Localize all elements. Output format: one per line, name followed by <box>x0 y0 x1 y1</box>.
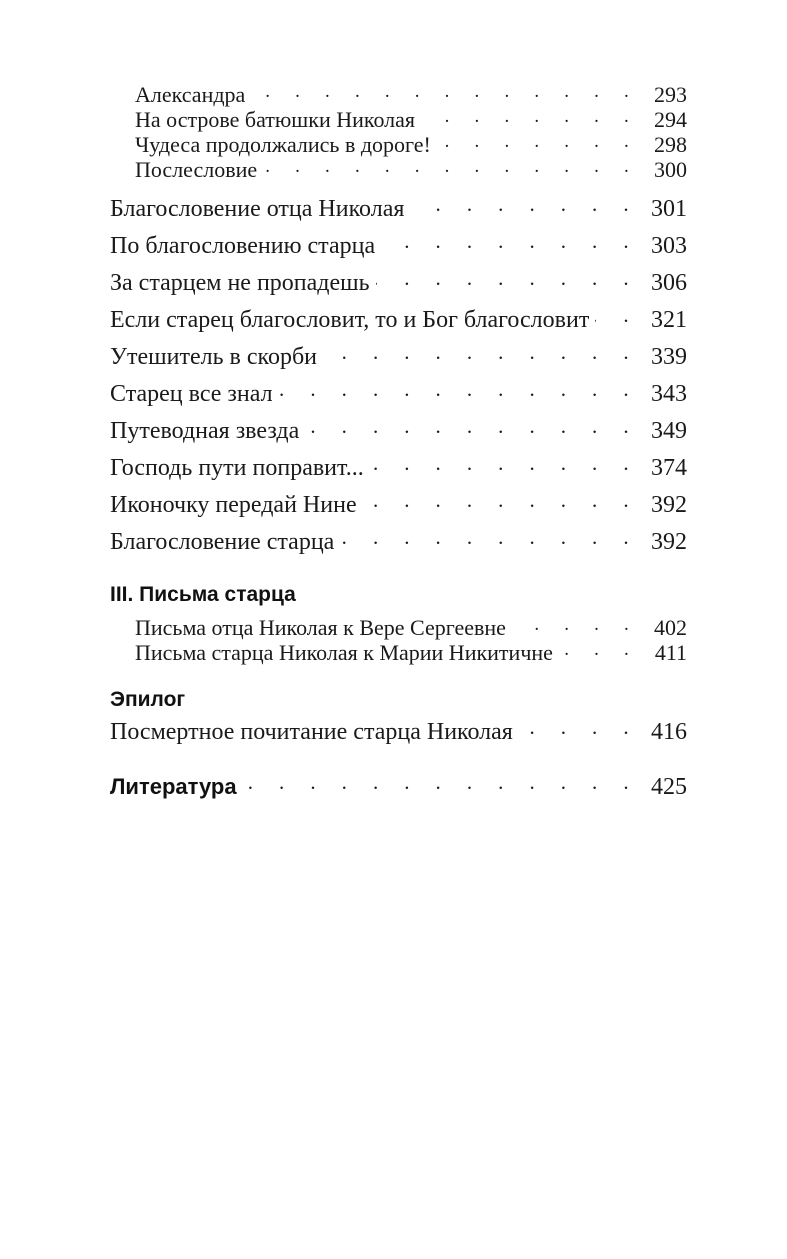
toc-entry-page: 411 <box>654 640 687 665</box>
toc-entry-page: 374 <box>651 455 687 481</box>
toc-section-epilogue <box>110 689 687 752</box>
toc-entry-title: Чудеса продолжались в дороге! <box>135 132 431 157</box>
toc-entry[interactable] <box>110 377 687 414</box>
toc-entry[interactable] <box>110 130 687 155</box>
toc-group-continued <box>110 80 687 180</box>
toc-entry-page: 303 <box>651 233 687 259</box>
dot-leader <box>239 770 639 794</box>
toc-entry-title: Если старец благословит, то и Бог благословит <box>110 307 590 333</box>
toc-entry-page: 301 <box>651 196 687 222</box>
dot-leader <box>519 715 639 739</box>
toc-entry-title: Утешитель в скорби <box>110 344 317 370</box>
toc-entry[interactable] <box>110 488 687 525</box>
toc-entry-page: 392 <box>651 529 687 555</box>
toc-entry-page: 402 <box>654 615 687 640</box>
toc-section-heading: Эпилог <box>110 688 186 711</box>
dot-leader <box>340 525 639 549</box>
toc-entry-title: Иконочку передай Нине <box>110 492 357 518</box>
toc-entry-page: 294 <box>654 107 687 132</box>
toc-entry[interactable] <box>110 613 687 638</box>
toc-entry[interactable] <box>110 451 687 488</box>
dot-leader <box>323 340 639 364</box>
dot-leader <box>437 130 639 152</box>
toc-entry-page: 425 <box>651 774 687 800</box>
toc-entry-title: Письма старца Николая к Марии Никитичне <box>135 640 553 665</box>
toc-entry-page: 339 <box>651 344 687 370</box>
toc-entry-page: 293 <box>654 82 687 107</box>
toc-entry[interactable] <box>110 105 687 130</box>
toc-entry[interactable] <box>110 303 687 340</box>
dot-leader <box>305 414 639 438</box>
dot-leader <box>363 488 639 512</box>
dot-leader <box>381 229 639 253</box>
dot-leader <box>410 192 639 216</box>
toc-entry-page: 300 <box>654 157 687 182</box>
toc-entry-title: Путеводная звезда <box>110 418 300 444</box>
toc-entry-page: 392 <box>651 492 687 518</box>
toc-entry-page: 349 <box>651 418 687 444</box>
spacer <box>110 752 687 770</box>
spacer <box>110 562 687 584</box>
dot-leader <box>421 105 639 127</box>
toc-entry-page: 306 <box>651 270 687 296</box>
toc-entry-page: 343 <box>651 381 687 407</box>
spacer <box>110 663 687 689</box>
dot-leader <box>595 303 639 327</box>
toc-entry-title: На острове батюшки Николая <box>135 107 416 132</box>
toc-entry-title: Старец все знал <box>110 381 273 407</box>
toc-entry-literature[interactable] <box>110 770 687 807</box>
toc-entry[interactable] <box>110 229 687 266</box>
toc-entry[interactable] <box>110 525 687 562</box>
toc-entry[interactable] <box>110 638 687 663</box>
toc-entry[interactable] <box>110 414 687 451</box>
toc-entry-title: Письма отца Николая к Вере Сергеевне <box>135 615 506 640</box>
toc-entry-title: Послесловие <box>135 157 258 182</box>
dot-leader <box>263 155 639 177</box>
toc-entry[interactable] <box>110 80 687 105</box>
toc-entry-title: Посмертное почитание старца Николая <box>110 719 513 745</box>
dot-leader <box>559 638 639 660</box>
toc-section-heading: III. Письма старца <box>110 583 296 606</box>
toc-entry[interactable] <box>110 715 687 752</box>
toc-entry-title: Благословение старца <box>110 529 335 555</box>
toc-entry[interactable] <box>110 155 687 180</box>
toc-entry-title: Благословение отца Николая <box>110 196 405 222</box>
table-of-contents <box>110 80 687 807</box>
dot-leader <box>512 613 639 635</box>
dot-leader <box>370 451 639 475</box>
toc-entry-title: Господь пути поправит... <box>110 455 364 481</box>
toc-group-chapters <box>110 192 687 562</box>
dot-leader <box>279 377 639 401</box>
toc-entry[interactable] <box>110 266 687 303</box>
dot-leader <box>376 266 639 290</box>
toc-entry[interactable] <box>110 192 687 229</box>
toc-entry[interactable] <box>110 340 687 377</box>
toc-entry-title: По благословению старца <box>110 233 376 259</box>
spacer <box>110 605 687 613</box>
toc-entry-page: 416 <box>651 719 687 745</box>
toc-entry-title: Литература <box>110 774 237 799</box>
toc-entry-page: 321 <box>651 307 687 333</box>
toc-section-letters <box>110 584 687 663</box>
toc-entry-title: Александра <box>135 82 246 107</box>
toc-entry-page: 298 <box>654 132 687 157</box>
dot-leader <box>251 80 639 102</box>
toc-entry-title: За старцем не пропадешь <box>110 270 370 296</box>
